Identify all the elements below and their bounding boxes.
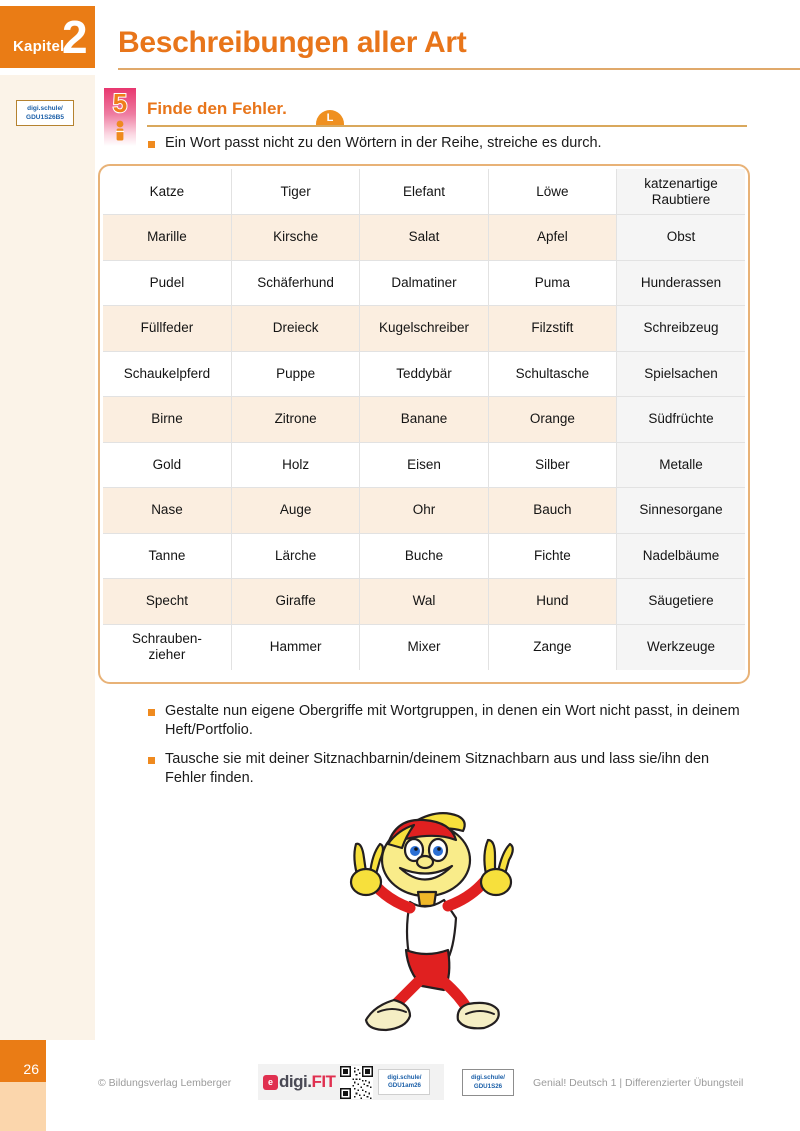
word-cell[interactable]: Löwe (488, 169, 616, 215)
table-row (103, 624, 745, 670)
table-row (103, 442, 745, 488)
word-cell[interactable]: Nase (103, 488, 231, 534)
category-cell: Schreibzeug (617, 306, 745, 352)
category-cell: Säugetiere (617, 579, 745, 625)
mascot-illustration (318, 800, 533, 1035)
digischule-margin-badge[interactable] (16, 100, 74, 126)
category-cell: Obst (617, 215, 745, 261)
chapter-block (0, 6, 95, 68)
footer-series-title: Genial! Deutsch 1 | Differenzierter Übungsteil (533, 1077, 744, 1089)
task-divider (147, 125, 747, 127)
category-cell: Hunderassen (617, 260, 745, 306)
word-cell[interactable]: Wal (360, 579, 488, 625)
table-row (103, 169, 745, 215)
word-cell[interactable]: Teddybär (360, 351, 488, 397)
category-cell: Metalle (617, 442, 745, 488)
header-divider (118, 68, 800, 70)
digifit-qr-badge[interactable] (378, 1069, 430, 1095)
digifit-block[interactable] (258, 1064, 444, 1100)
page-number: 26 (23, 1061, 39, 1077)
table-row (103, 533, 745, 579)
word-cell[interactable]: Birne (103, 397, 231, 443)
word-cell[interactable]: Giraffe (231, 579, 359, 625)
word-cell[interactable]: Zange (488, 624, 616, 670)
word-cell[interactable]: Lärche (231, 533, 359, 579)
word-cell[interactable]: Pudel (103, 260, 231, 306)
word-cell[interactable]: Filzstift (488, 306, 616, 352)
bullet-square-icon (148, 757, 155, 764)
word-cell[interactable]: Ohr (360, 488, 488, 534)
category-cell: katzenartige Raubtiere (617, 169, 745, 215)
margin-badge-line1: digi.schule/ (27, 105, 63, 112)
word-cell[interactable]: Orange (488, 397, 616, 443)
word-cell[interactable]: Mixer (360, 624, 488, 670)
word-cell[interactable]: Gold (103, 442, 231, 488)
level-badge: L (316, 110, 344, 125)
table-row (103, 260, 745, 306)
table-row (103, 488, 745, 534)
word-cell[interactable]: Eisen (360, 442, 488, 488)
word-cell[interactable]: Schrauben- zieher (103, 624, 231, 670)
bullet-square-icon (148, 709, 155, 716)
category-cell: Werkzeuge (617, 624, 745, 670)
table-row (103, 397, 745, 443)
page-number-footer-block (0, 1082, 46, 1131)
word-cell[interactable]: Holz (231, 442, 359, 488)
exercise-number: 5 (112, 88, 128, 118)
digifit-logo (263, 1072, 335, 1092)
digischule-footer-badge[interactable] (462, 1069, 514, 1096)
word-cell[interactable]: Auge (231, 488, 359, 534)
footer-copyright: © Bildungsverlag Lemberger (98, 1077, 232, 1089)
table-row (103, 215, 745, 261)
word-cell[interactable]: Marille (103, 215, 231, 261)
category-cell: Südfrüchte (617, 397, 745, 443)
word-cell[interactable]: Schaukelpferd (103, 351, 231, 397)
bullet-square-icon (148, 141, 155, 148)
word-cell[interactable]: Hund (488, 579, 616, 625)
table-row (103, 579, 745, 625)
footer-badge-line2: GDU1S26 (473, 1082, 503, 1090)
word-cell[interactable]: Tanne (103, 533, 231, 579)
word-cell[interactable]: Banane (360, 397, 488, 443)
word-table-frame (98, 164, 750, 684)
followup-bullet-2-row (148, 750, 754, 788)
qr-badge-line1: digi.schule/ (387, 1073, 422, 1081)
task-title: Finde den Fehler. (147, 99, 287, 118)
page-number-block (0, 1040, 46, 1082)
word-cell[interactable]: Katze (103, 169, 231, 215)
word-cell[interactable]: Puma (488, 260, 616, 306)
footer-badge-line1: digi.schule/ (470, 1074, 506, 1081)
margin-badge-line2: GDU1S26B5 (26, 114, 64, 121)
task-instruction: Ein Wort passt nicht zu den Wörtern in der Reihe, streiche es durch. (165, 135, 602, 151)
chapter-number: 2 (62, 11, 88, 63)
word-cell[interactable]: Buche (360, 533, 488, 579)
followup-bullet-1: Gestalte nun eigene Obergriffe mit Wortgruppen, in denen ein Wort nicht passt, in deinem Heft/Portfolio. (165, 703, 740, 738)
word-cell[interactable]: Silber (488, 442, 616, 488)
category-cell: Nadelbäume (617, 533, 745, 579)
category-cell: Sinnesorgane (617, 488, 745, 534)
word-cell[interactable]: Puppe (231, 351, 359, 397)
word-cell[interactable]: Tiger (231, 169, 359, 215)
word-cell[interactable]: Zitrone (231, 397, 359, 443)
word-cell[interactable]: Füllfeder (103, 306, 231, 352)
word-cell[interactable]: Dreieck (231, 306, 359, 352)
qr-code-icon[interactable] (340, 1066, 373, 1099)
chapter-label: Kapitel (13, 38, 65, 55)
pencil-figure-icon (112, 120, 128, 144)
word-cell[interactable]: Apfel (488, 215, 616, 261)
digifit-icon: e (263, 1075, 278, 1090)
page-header (0, 0, 800, 68)
category-cell: Spielsachen (617, 351, 745, 397)
digifit-wordmark: digi.FIT (279, 1072, 336, 1091)
word-cell[interactable]: Elefant (360, 169, 488, 215)
word-cell[interactable]: Bauch (488, 488, 616, 534)
table-row (103, 306, 745, 352)
word-cell[interactable]: Schäferhund (231, 260, 359, 306)
word-cell[interactable]: Fichte (488, 533, 616, 579)
word-cell[interactable]: Schultasche (488, 351, 616, 397)
left-margin-strip (0, 75, 95, 1040)
word-cell[interactable]: Kugelschreiber (360, 306, 488, 352)
task-instruction-row (148, 134, 748, 153)
word-cell[interactable]: Dalmatiner (360, 260, 488, 306)
word-cell[interactable]: Kirsche (231, 215, 359, 261)
followup-bullet-1-row (148, 702, 754, 740)
word-cell[interactable]: Specht (103, 579, 231, 625)
word-cell[interactable]: Hammer (231, 624, 359, 670)
table-row (103, 351, 745, 397)
page-title: Beschreibungen aller Art (118, 26, 467, 59)
followup-bullet-2: Tausche sie mit deiner Sitznachbarnin/deinem Sitznachbarn aus und lass sie/ihn den Fehler finden. (165, 751, 710, 786)
qr-badge-line2: GDU1am26 (387, 1082, 421, 1089)
word-cell[interactable]: Salat (360, 215, 488, 261)
word-table (103, 169, 745, 670)
